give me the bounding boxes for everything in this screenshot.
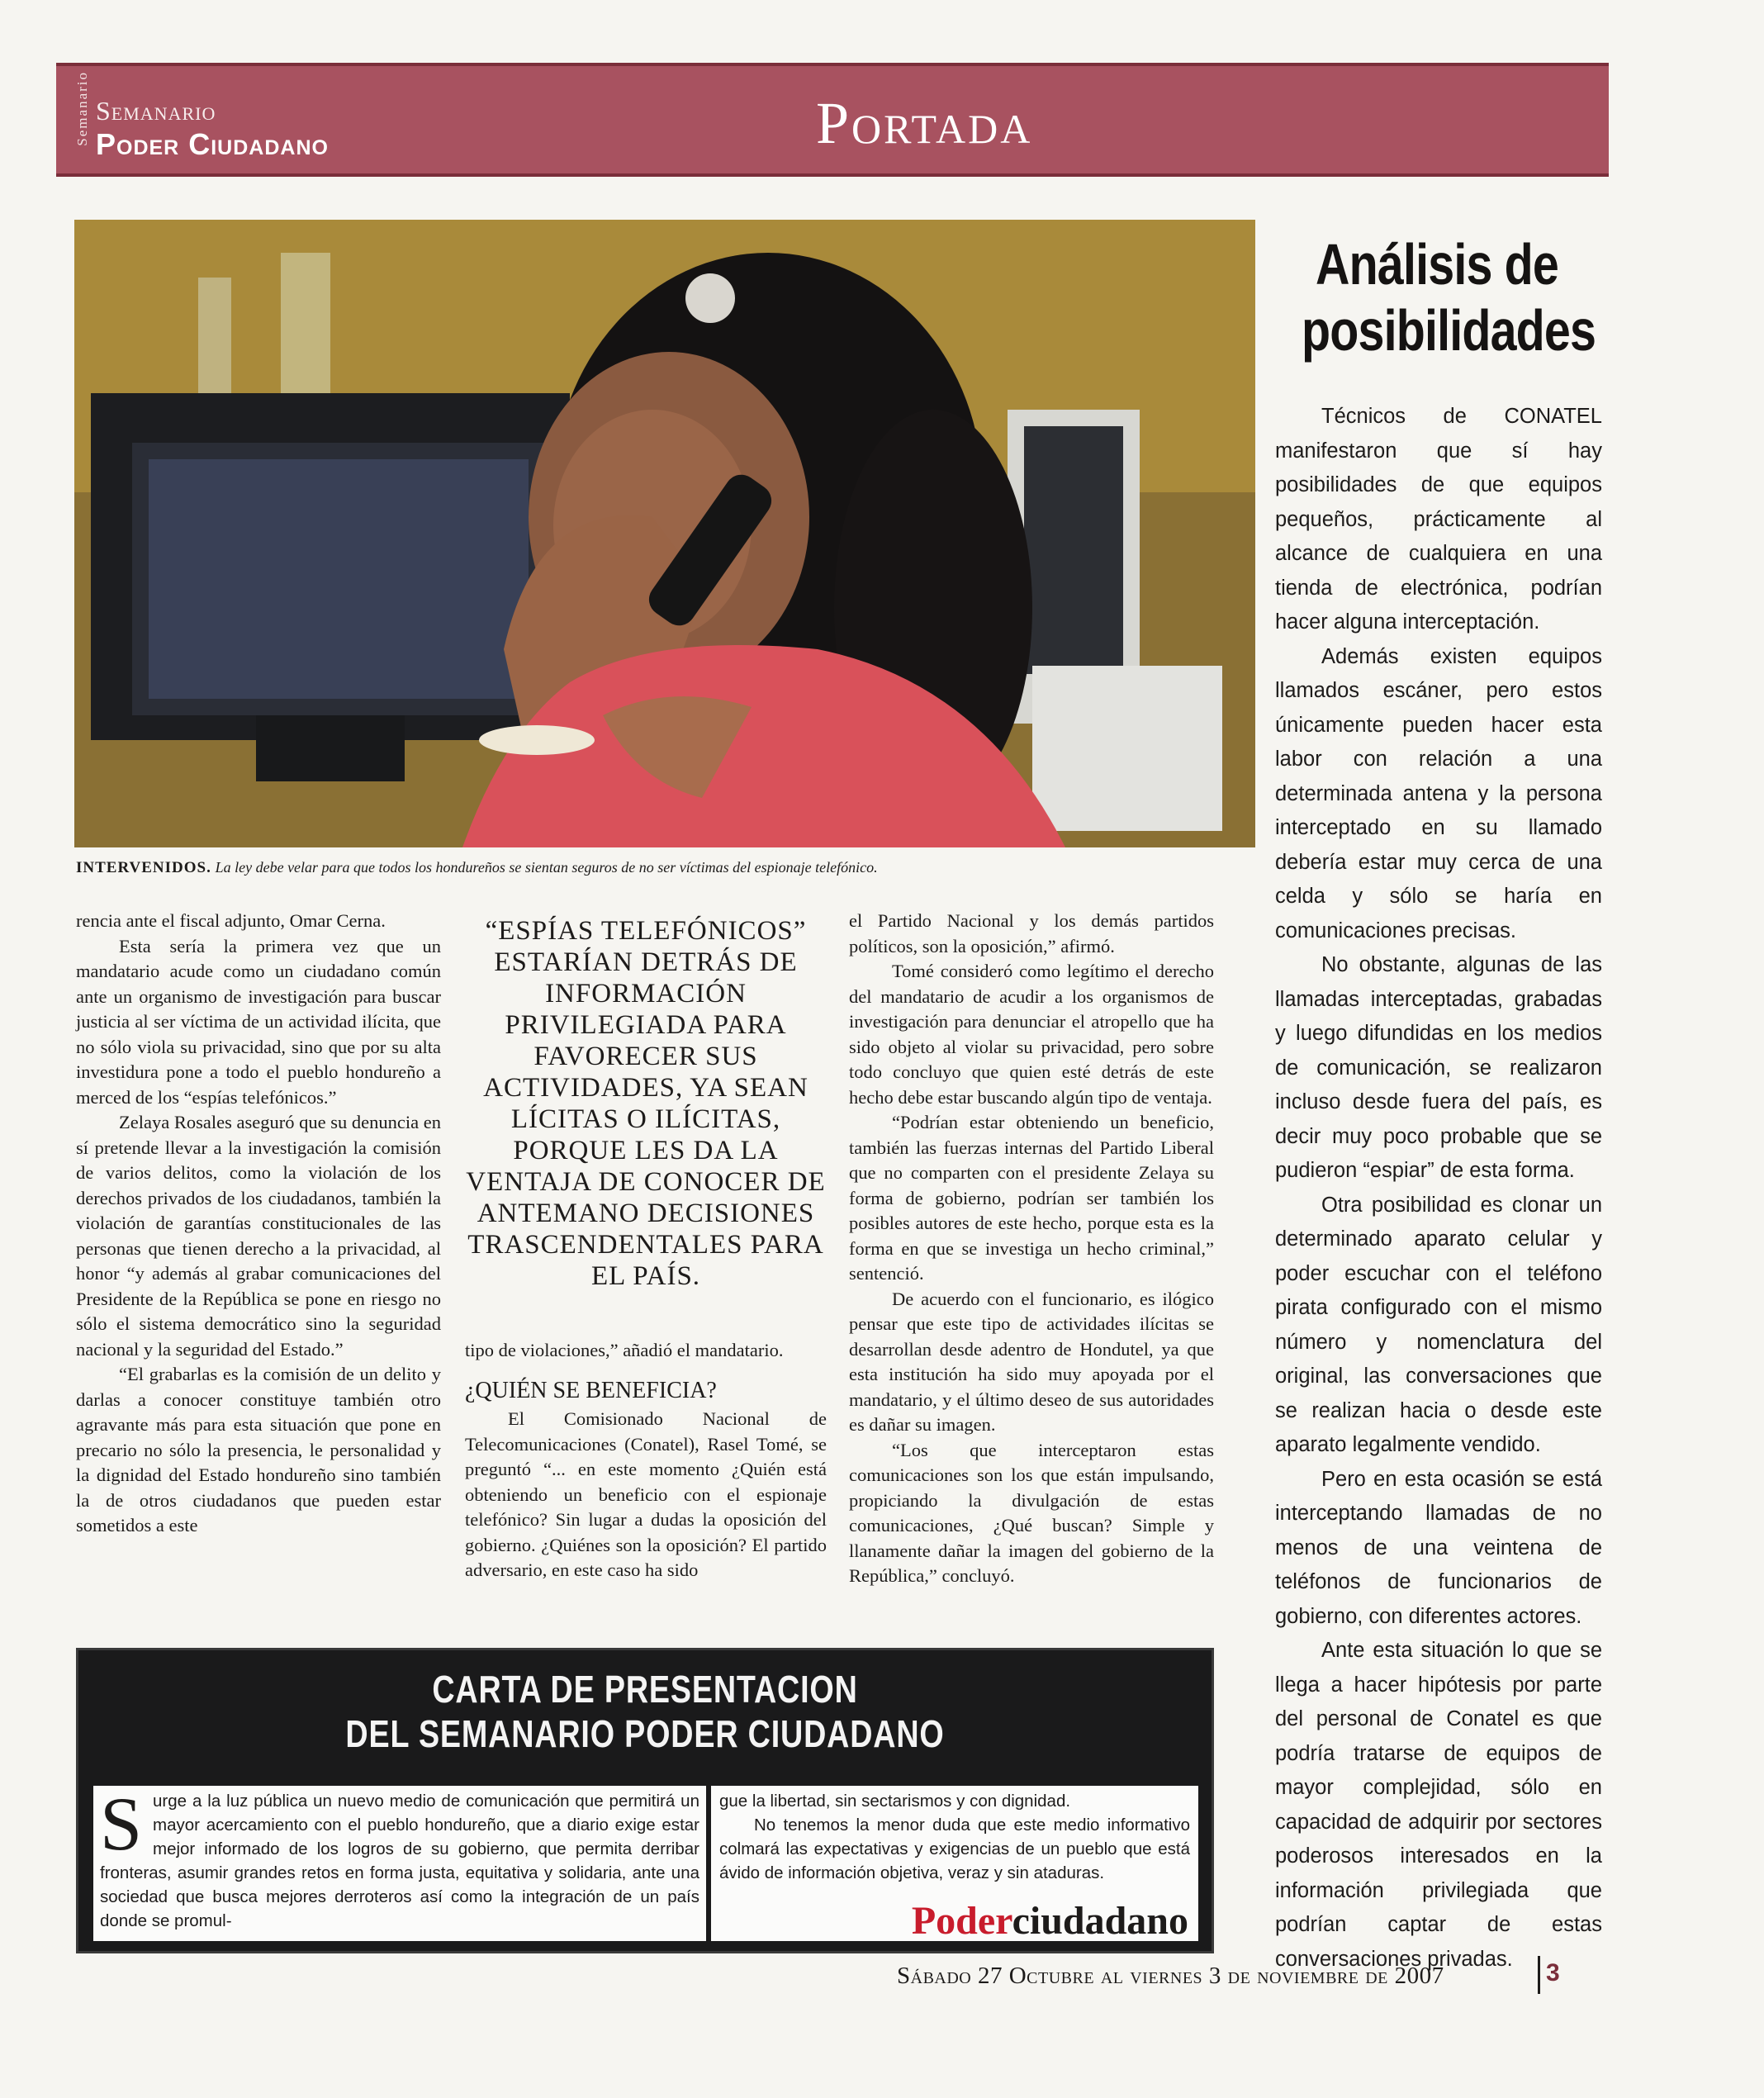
paragraph: el Partido Nacional y los demás partidos políticos, son la oposición,” afirmó. [849, 910, 1214, 956]
pull-quote: “ESPÍAS TELEFÓNICOS” ESTARÍAN DETRÁS DE INFORMACIÓN PRIVILEGIADA PARA FAVORECER SUS ACTIVIDADES, YA SEAN LÍCITAS O ILÍCITAS, PORQUE LES DA LA VENTAJA DE CONOCER DE ANTEMANO DECISIONES TRASCENDENTALES PARA EL PAÍS. [466, 916, 826, 1291]
page-number: 3 [1546, 1959, 1560, 1986]
paragraph: Zelaya Rosales aseguró que su denuncia en sí pretende llevar a la investigación la comisión de varios delitos, como la violación de los derechos privados de los ciudadanos, también la violación de garantías constitucionales de las personas que tienen derecho a la privacidad, al honor “y además al grabar comunicaciones del Presidente de la República se pone en riesgo no sólo el sistema democrático sino la seguridad nacional y la seguridad del Estado.” [76, 1112, 441, 1360]
box-title-line-1: CARTA DE PRESENTACION [432, 1668, 858, 1711]
paragraph: No tenemos la menor duda que este medio informativo colmará las expectativas y exigencias de un pueblo que está ávido de información objetiva, veraz y sin ataduras. [719, 1816, 1190, 1882]
woman-on-phone-illustration [74, 220, 1255, 847]
logo-part-b: ciudadano [1012, 1899, 1188, 1943]
paragraph: “Podrían estar obteniendo un beneficio, también las fuerzas internas del Partido Liberal que no comparten con el presidente Zelaya su forma de gobierno, podrían ser también los posibles autores de este hecho, porque esta es la forma en que se investiga un hecho criminal,” sentenció. [849, 1112, 1214, 1284]
box-title-line-2: DEL SEMANARIO PODER CIUDADANO [345, 1712, 945, 1755]
paragraph: Esta sería la primera vez que un mandatario acude como un ciudadano común ante un organismo de investigación para buscar justicia al ser víctima de un actividad ilícita, que no sólo viola su privacidad, sino que por su alta investidura pone a todo el pueblo hondureño a merced de los “espías telefónicos.” [76, 935, 441, 1108]
paragraph: Además existen equipos llamados escáner, pero estos únicamente pueden hacer esta labor con relación a una determinada antena y la persona interceptado en su llamado debería estar muy cerca de una celda y sólo se haría en comunicaciones precisas. [1275, 644, 1602, 942]
masthead-logo-bottom: Poder Ciudadano [96, 127, 329, 161]
paragraph: No obstante, algunas de las llamadas interceptadas, grabadas y luego difundidas en los medios de comunicación, se realizaron incluso desde fuera del país, es decir muy poco probable que se pudieron “espiar” de esta forma. [1275, 953, 1602, 1182]
sidebar-title [1302, 231, 1596, 363]
logo-part-a: Poder [911, 1899, 1012, 1943]
masthead-logo-top: Semanario [96, 96, 216, 126]
sidebar-body [1275, 400, 1602, 1977]
footer-divider [1538, 1956, 1540, 1994]
article-column-3 [849, 909, 1214, 1589]
box-title [180, 1667, 1109, 1756]
box-column-1 [93, 1786, 706, 1941]
article-column-2 [465, 1338, 827, 1583]
section-title: Portada [816, 90, 1033, 156]
paragraph: rencia ante el fiscal adjunto, Omar Cerna. [76, 910, 386, 931]
issue-date: Sábado 27 Octubre al viernes 3 de noviembre de 2007 [897, 1963, 1444, 1989]
vertical-label: Semanario [74, 71, 90, 146]
article-column-1 [76, 909, 441, 1539]
paragraph: “Los que interceptaron estas comunicaciones son los que están impulsando, propiciando la divulgación de estas comunicaciones, ¿Qué buscan? Simple y llanamente dañar la imagen del gobierno de la República,” concluyó. [849, 1439, 1214, 1586]
paragraph: tipo de violaciones,” añadió el mandatario. [465, 1340, 784, 1360]
box-text: urge a la luz pública un nuevo medio de comunicación que permitirá un mayor acercamiento con el pueblo hondureño, que a diario exige estar mejor informado de los logros de su gobierno, que permita derribar fronteras, asumir grandes retos en forma justa, equitativa y solidaria, ante una sociedad que busca mejores derroteros así como la integración de un país donde se promul- [100, 1792, 699, 1930]
box-column-2 [711, 1786, 1198, 1941]
paragraph: Ante esta situación lo que se llega a hacer hipótesis por parte del personal de Conatel es que podría tratarse de equipos de mayor complejidad, sólo en capacidad de adquirir por sectores poderosos interesados en la información privilegiada que podrían captar de estas conversaciones privadas. [1275, 1639, 1602, 1971]
article-photo [74, 220, 1255, 847]
presentation-letter-box [76, 1648, 1214, 1953]
paragraph: Pero en esta ocasión se está interceptando llamadas de no menos de una veintena de teléfonos de funcionarios de gobierno, con diferentes actores. [1275, 1467, 1602, 1628]
poder-ciudadano-logo [911, 1899, 1188, 1943]
paragraph: De acuerdo con el funcionario, es ilógico pensar que este tipo de actividades ilícitas se desarrollan desde adentro de Hondutel, ya que esta institución ha sido muy apoyada por el mandatario, y el último deseo de sus autoridades es dañar su imagen. [849, 1288, 1214, 1435]
section-header [56, 63, 1609, 177]
drop-cap: S [100, 1786, 143, 1866]
photo-caption [76, 859, 1257, 877]
caption-text: La ley debe velar para que todos los hondureños se sientan seguros de no ser víctimas del espionaje telefónico. [215, 859, 878, 876]
sidebar-title-line-2: posibilidades [1302, 298, 1596, 363]
paragraph: gue la libertad, sin sectarismos y con dignidad. [719, 1792, 1071, 1811]
paragraph: “El grabarlas es la comisión de un delito y darlas a conocer constituye también otro agravante más para esta situación que pone en precario no sólo la presencia, le personalidad y la dignidad del Estado hondureño sino también la de otros ciudadanos que pueden estar sometidos a este [76, 1364, 441, 1536]
caption-label: INTERVENIDOS. [76, 859, 211, 876]
paragraph: Otra posibilidad es clonar un determinado aparato celular y poder escuchar con el teléfono pirata configurado con el mismo número y nomenclatura del original, las conversaciones que se realizan hacia o desde este aparato legalmente vendido. [1275, 1193, 1602, 1456]
paragraph: Técnicos de CONATEL manifestaron que sí hay posibilidades de que equipos pequeños, prácticamente al alcance de cualquiera en una tienda de electrónica, podrían hacer alguna interceptación. [1275, 405, 1602, 634]
paragraph: Tomé consideró como legítimo el derecho del mandatario de acudir a los organismos de investigación para denunciar el atropello que ha sido objeto al violar su privacidad, pero sobre todo concluyo que quien esté detrás de este hecho debe estar buscando algún tipo de ventaja. [849, 961, 1214, 1108]
paragraph: El Comisionado Nacional de Telecomunicaciones (Conatel), Rasel Tomé, se preguntó “... en este momento ¿Quién está obteniendo un beneficio con el espionaje telefónico? Sin lugar a dudas la oposición del gobierno. ¿Quiénes son la oposición? El partido adversario, en este caso ha sido [465, 1408, 827, 1580]
subheading: ¿QUIÉN SE BENEFICIA? [465, 1377, 717, 1403]
sidebar-title-line-1: Análisis de [1315, 232, 1559, 297]
